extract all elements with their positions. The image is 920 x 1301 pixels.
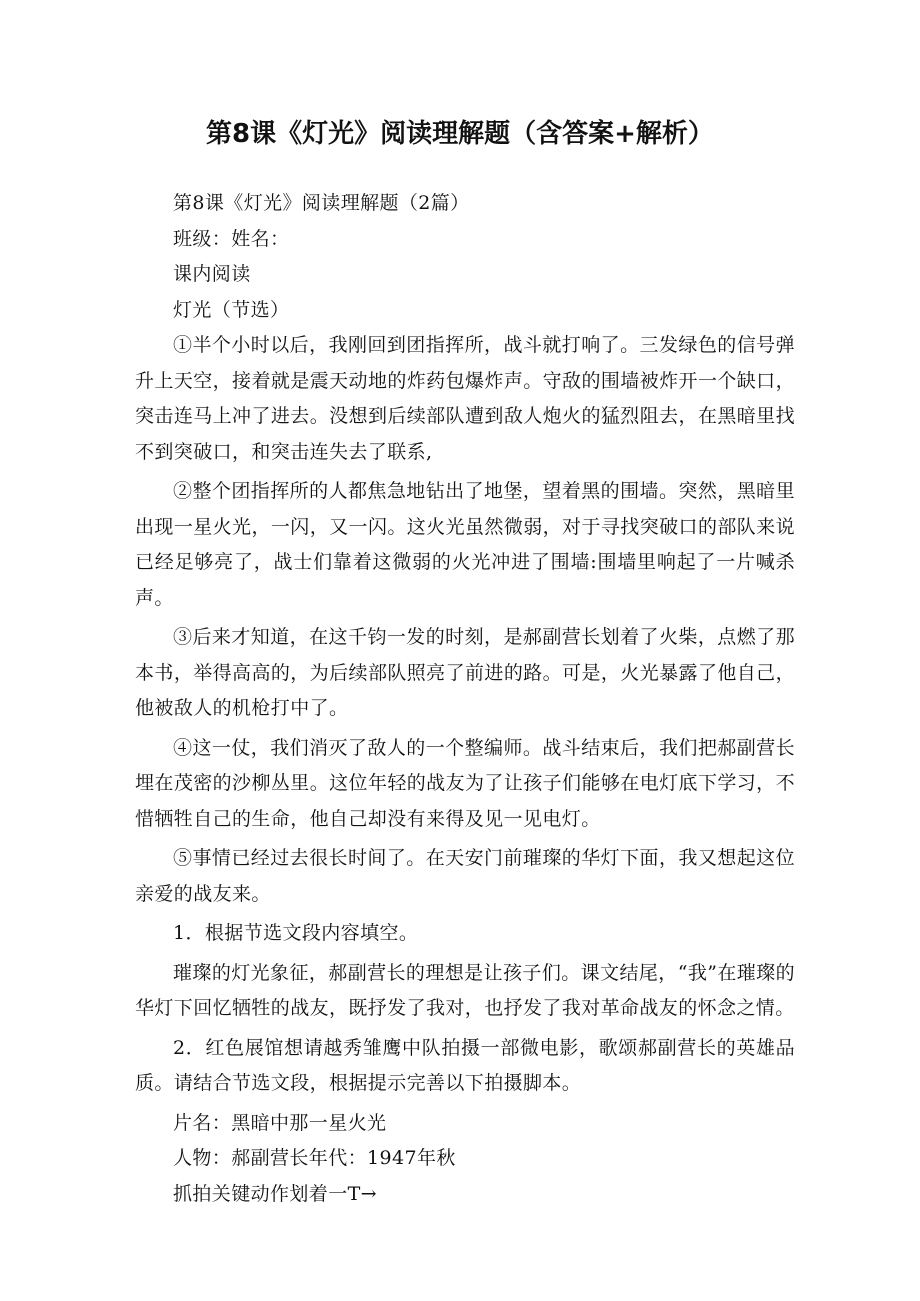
paragraph-1: ①半个小时以后，我刚回到团指挥所，战斗就打响了。三发绿色的信号弹升上天空，接着就是震天动地的炸药包爆炸声。守敌的围墙被炸开一个缺口，突击连马上冲了进去。没想到后续部队遭到敌人炮火的猛烈阻去，在黑暗里找不到突破口，和突击连失去了联系, xyxy=(135,334,795,463)
characters-line: 人物：郝副营长年代：1947年秋 xyxy=(173,1147,456,1169)
question-1-prompt: 1．根据节选文段内容填空。 xyxy=(173,922,419,944)
film-name: 片名：黑暗中那一星火光 xyxy=(173,1111,387,1134)
paragraph-5: ⑤事情已经过去很长时间了。在天安门前璀璨的华灯下面，我又想起这位亲爱的战友来。 xyxy=(135,847,795,905)
question-1-body: 璀璨的灯光象征，郝副营长的理想是让孩子们。课文结尾，“我”在璀璨的华灯下回忆牺牲的战友，既抒发了我对，也抒发了我对革命战友的怀念之情。 xyxy=(135,961,795,1019)
question-2-prompt: 2．红色展馆想请越秀雏鹰中队拍摄一部微电影，歌颂郝副营长的英雄品质。请结合节选文段，根据提示完善以下拍摄脚本。 xyxy=(135,1036,795,1094)
document-body xyxy=(135,186,795,1212)
document-title: 第8课《灯光》阅读理解题（含答案+解析） xyxy=(206,119,714,149)
paragraph-2: ②整个团指挥所的人都焦急地钻出了地堡，望着黑的围墙。突然，黑暗里出现一星火光，一闪，又一闪。这火光虽然微弱，对于寻找突破口的部队来说已经足够亮了，战士们靠着这微弱的火光冲进了围墙:围墙里响起了一片喊杀声。 xyxy=(135,480,795,609)
passage-title: 灯光（节选） xyxy=(173,298,290,321)
subtitle: 第8课《灯光》阅读理解题（2篇） xyxy=(173,192,470,214)
section-label: 课内阅读 xyxy=(173,263,251,285)
class-name-line: 班级：姓名： xyxy=(173,227,290,250)
paragraph-3: ③后来才知道，在这千钧一发的时刻，是郝副营长划着了火柴，点燃了那本书，举得高高的，为后续部队照亮了前进的路。可是，火光暴露了他自己，他被敌人的机枪打中了。 xyxy=(135,626,795,719)
paragraph-4: ④这一仗，我们消灭了敌人的一个整编师。战斗结束后，我们把郝副营长埋在茂密的沙柳丛里。这位年轻的战友为了让孩子们能够在电灯底下学习，不惜牺牲自己的生命，他自己却没有来得及见一见电灯。 xyxy=(135,736,795,830)
shot-line: 抓拍关键动作划着一T→ xyxy=(173,1182,377,1205)
